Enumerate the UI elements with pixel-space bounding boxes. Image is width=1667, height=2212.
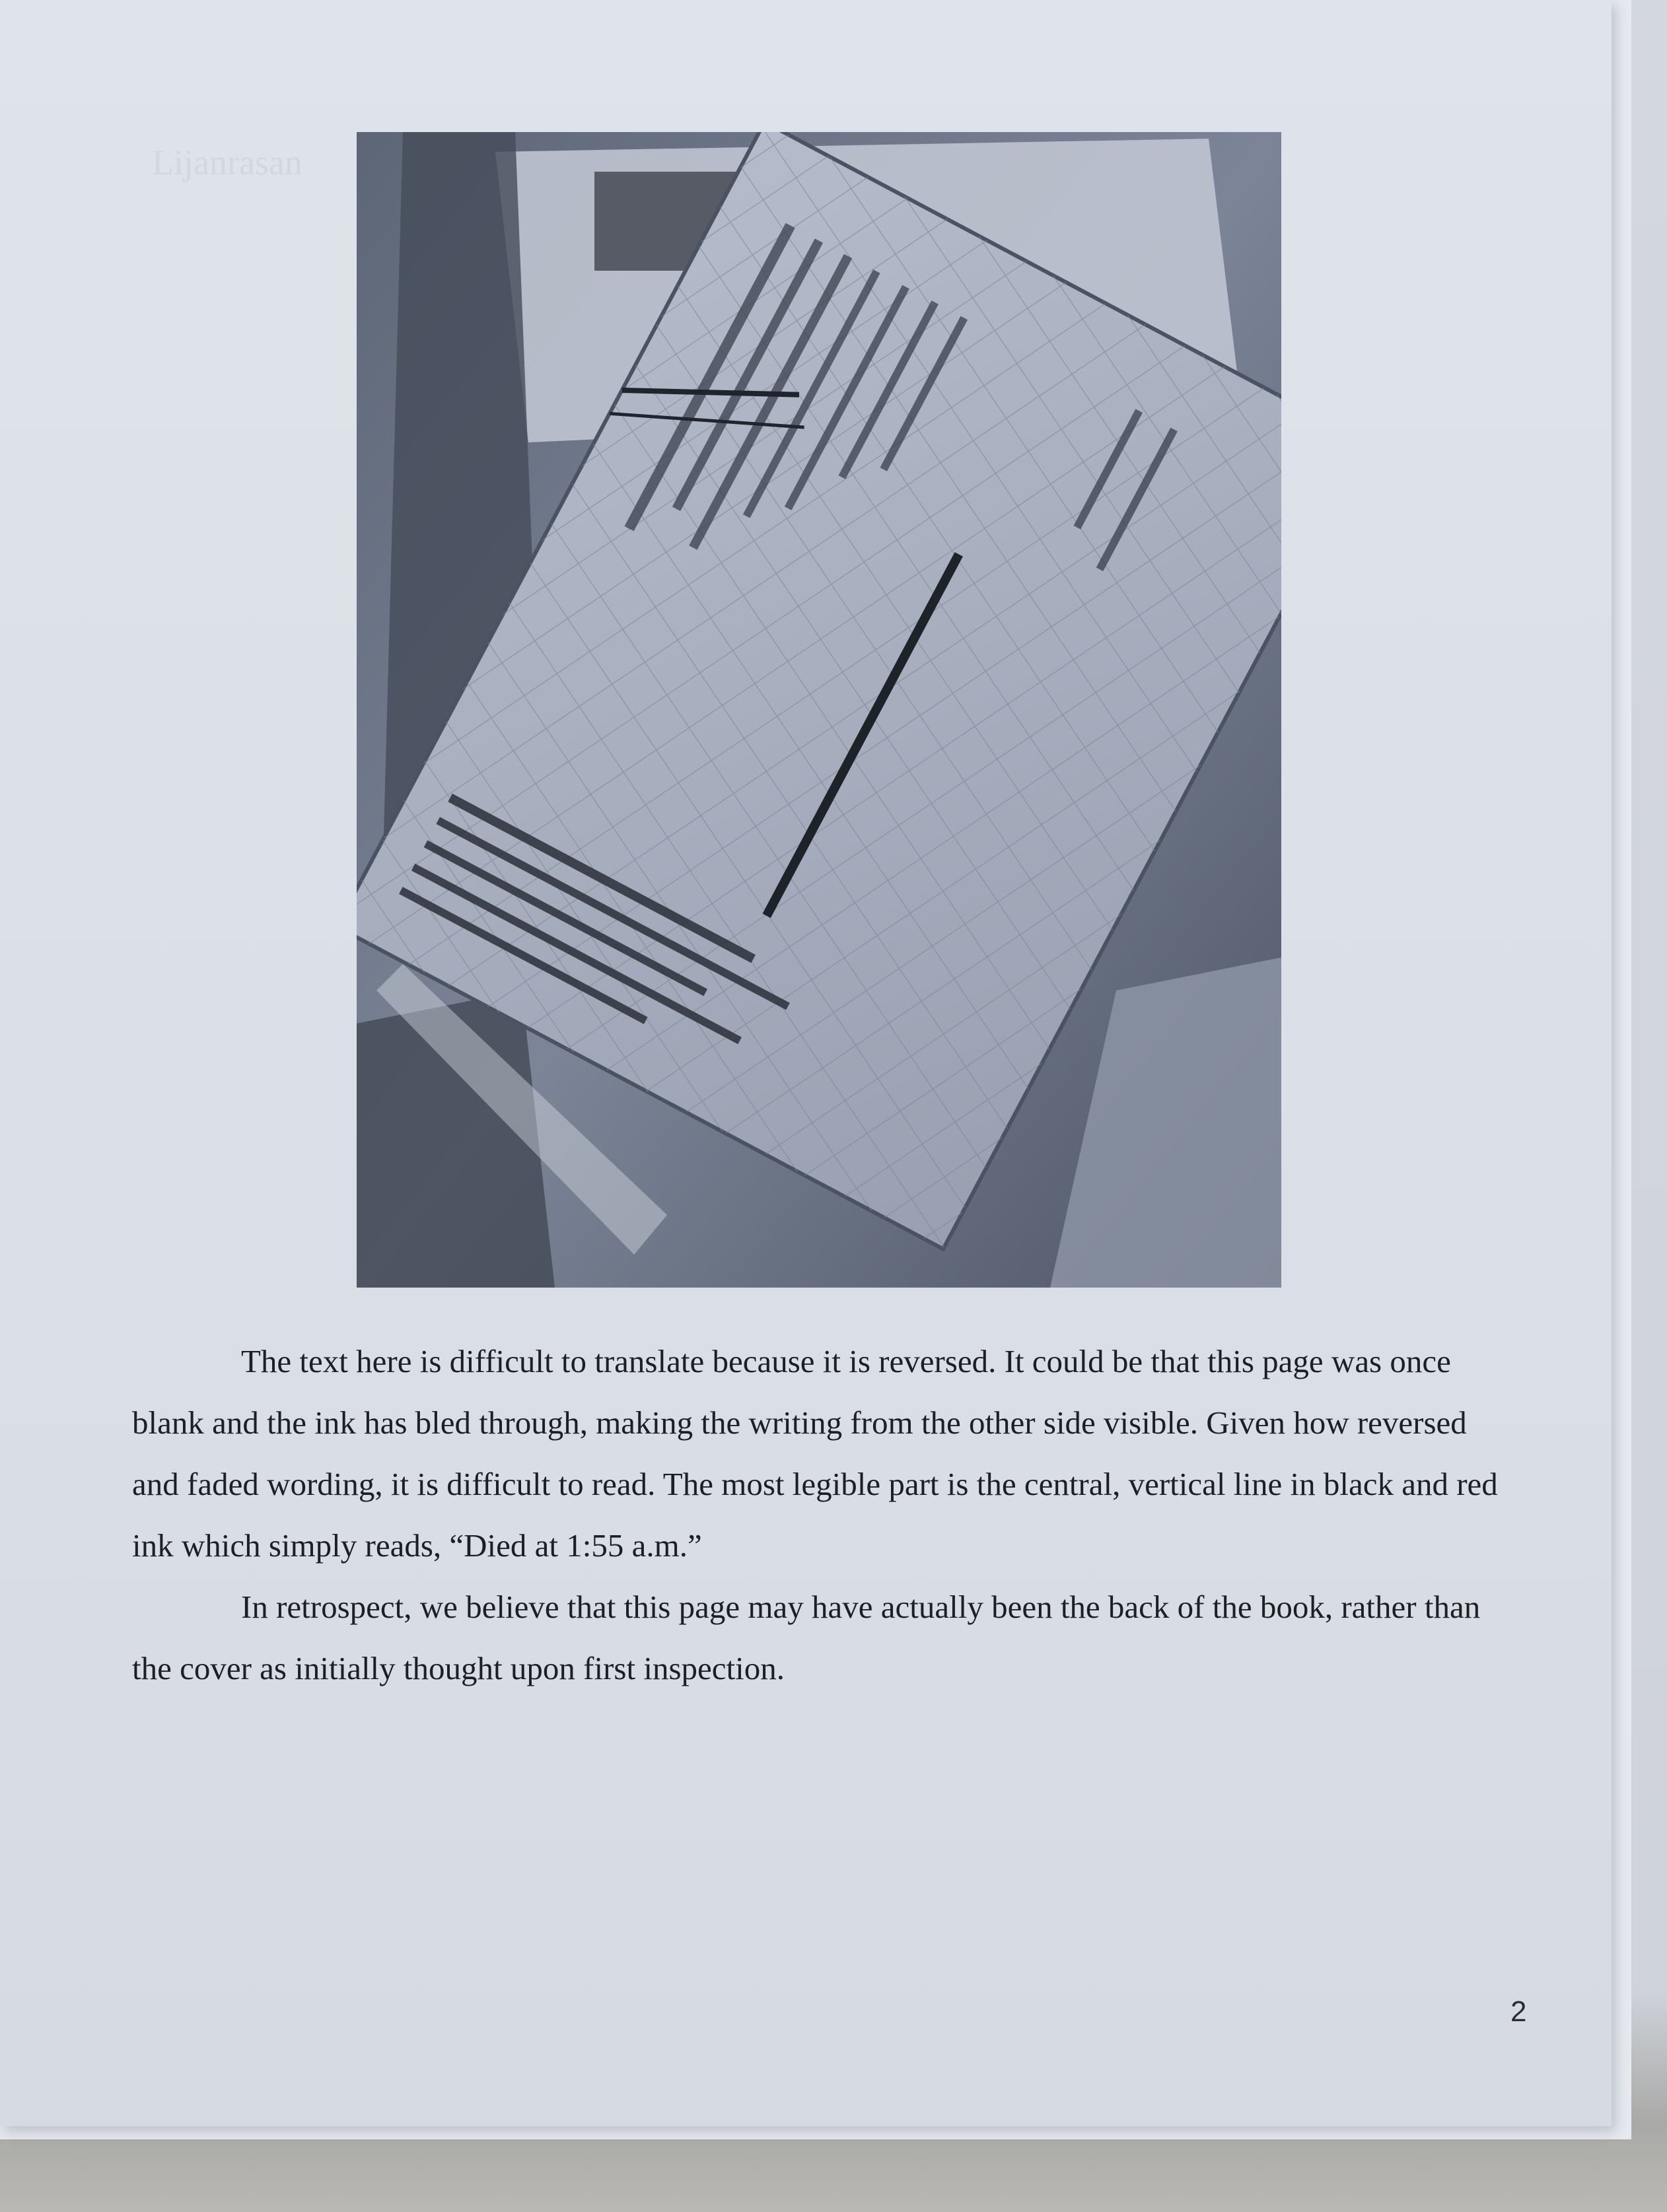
body-text: [132, 1331, 1499, 1699]
archival-document-photo: [357, 132, 1281, 1288]
paragraph-2: In retrospect, we believe that this page may have actually been the back of the book, rather than the cover as initially thought upon first inspection.: [132, 1589, 1481, 1686]
page-number: 2: [1510, 1995, 1527, 2028]
paragraph-1: The text here is difficult to translate because it is reversed. It could be that this page was once blank and the ink has bled through, making the writing from the other side visible. Given how reversed and faded wording, it is difficult to read. The most legible part is the central, vertical line in black and red ink which simply reads, “Died at 1:55 a.m.”: [132, 1343, 1498, 1564]
bleed-through-text: Lijanrasan: [152, 143, 302, 182]
photo-image: [357, 132, 1281, 1288]
